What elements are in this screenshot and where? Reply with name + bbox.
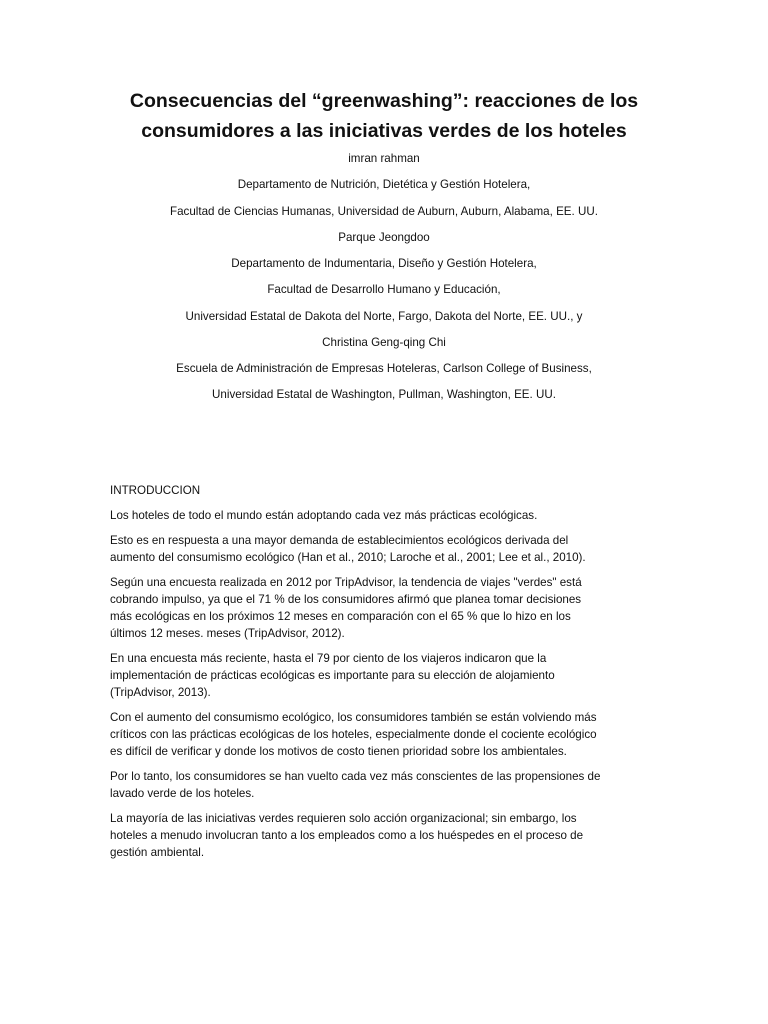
paragraph bbox=[110, 709, 658, 760]
paragraph bbox=[110, 507, 658, 524]
paragraph bbox=[110, 650, 658, 701]
paragraph-line: Por lo tanto, los consumidores se han vuelto cada vez más conscientes de las propensiones de bbox=[110, 770, 601, 783]
paragraph-line: En una encuesta más reciente, hasta el 79 por ciento de los viajeros indicaron que la bbox=[110, 652, 547, 665]
author-affiliation: Departamento de Nutrición, Dietética y Gestión Hotelera, bbox=[237, 178, 531, 192]
paragraph-line: Según una encuesta realizada en 2012 por TripAdvisor, la tendencia de viajes "verdes" está bbox=[110, 576, 582, 589]
paragraph-line: Esto es en respuesta a una mayor demanda de establecimientos ecológicos derivada del bbox=[110, 534, 569, 547]
author-affiliation: Universidad Estatal de Dakota del Norte, Fargo, Dakota del Norte, EE. UU., y bbox=[185, 309, 583, 323]
paragraph bbox=[110, 532, 658, 566]
introduction-section bbox=[110, 482, 658, 869]
paragraph-line: últimos 12 meses. meses (TripAdvisor, 2012). bbox=[110, 627, 345, 640]
author-name: Christina Geng-qing Chi bbox=[322, 335, 446, 349]
author-name: imran rahman bbox=[348, 152, 420, 165]
paragraph bbox=[110, 810, 658, 861]
title-line: Consecuencias del “greenwashing”: reacciones de los bbox=[129, 90, 639, 112]
author-affiliation: Departamento de Indumentaria, Diseño y Gestión Hotelera, bbox=[231, 257, 537, 270]
author-affiliation: Universidad Estatal de Washington, Pullman, Washington, EE. UU. bbox=[212, 388, 556, 402]
title-line: consumidores a las iniciativas verdes de los hoteles bbox=[141, 120, 627, 142]
paragraph-line: gestión ambiental. bbox=[110, 846, 205, 859]
author-affiliation: Facultad de Desarrollo Humano y Educación, bbox=[267, 283, 501, 297]
paragraph-line: aumento del consumismo ecológico (Han et al., 2010; Laroche et al., 2001; Lee et al., 2010). bbox=[110, 551, 586, 564]
paragraph-line: implementación de prácticas ecológicas es importante para su elección de alojamiento bbox=[110, 669, 555, 682]
paragraph-line: Con el aumento del consumismo ecológico, los consumidores también se están volviendo más bbox=[110, 711, 597, 724]
paragraph-line: más ecológicas en los próximos 12 meses en comparación con el 65 % que lo hizo en los bbox=[110, 610, 571, 623]
paragraph-line: críticos con las prácticas ecológicas de los hoteles, especialmente donde el cociente ecológico bbox=[110, 728, 597, 741]
author-block bbox=[60, 151, 708, 414]
author-name: Parque Jeongdoo bbox=[338, 230, 430, 244]
paragraph-line: cobrando impulso, ya que el 71 % de los consumidores afirmó que planea tomar decisiones bbox=[110, 593, 582, 606]
paragraph-line: Los hoteles de todo el mundo están adoptando cada vez más prácticas ecológicas. bbox=[110, 509, 538, 522]
paragraph-line: es difícil de verificar y donde los motivos de costo tienen prioridad sobre los ambientales. bbox=[110, 745, 567, 758]
paragraph-line: lavado verde de los hoteles. bbox=[110, 787, 255, 800]
section-heading: INTRODUCCION bbox=[110, 484, 201, 497]
paragraph-line: hoteles a menudo involucran tanto a los empleados como a los huéspedes en el proceso de bbox=[110, 829, 584, 842]
paragraph bbox=[110, 574, 658, 642]
paragraph-line: La mayoría de las iniciativas verdes requieren solo acción organizacional; sin embargo, los bbox=[110, 812, 577, 825]
document-title bbox=[80, 86, 688, 146]
paragraph-line: (TripAdvisor, 2013). bbox=[110, 686, 211, 699]
author-affiliation: Escuela de Administración de Empresas Hoteleras, Carlson College of Business, bbox=[176, 362, 592, 375]
author-affiliation: Facultad de Ciencias Humanas, Universidad de Auburn, Auburn, Alabama, EE. UU. bbox=[170, 204, 598, 218]
paragraph bbox=[110, 768, 658, 802]
